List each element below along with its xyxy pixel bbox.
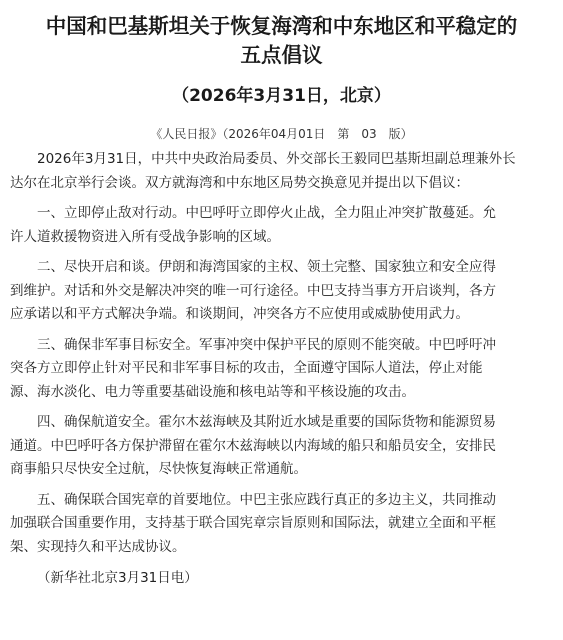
paragraph-line: 商事船只尽快安全过航，尽快恢复海峡正常通航。 (10, 461, 307, 477)
article-subtitle: （2026年3月31日，北京） (172, 86, 391, 106)
paragraph-line: 架、实现持久和平达成协议。 (10, 538, 186, 555)
paragraph-line: 一、立即停止敌对行动。中巴呼吁立即停火止战，全力阻止冲突扩散蔓延。允 (37, 205, 496, 221)
article-source: 《人民日报》（2026年04月01日 第 03 版） (150, 127, 413, 141)
paragraph-line: 源、海水淡化、电力等重要基础设施和核电站等和平核设施的攻击。 (10, 383, 415, 400)
paragraph-line: 五、确保联合国宪章的首要地位。中巴主张应践行真正的多边主义，共同推动 (37, 491, 496, 508)
paragraph-line: 许人道救援物资进入所有受战争影响的区域。 (10, 228, 280, 245)
paragraph-point-2 (10, 256, 555, 327)
paragraph-line: 应承诺以和平方式解决争端。和谈期间，冲突各方不应使用或威胁使用武力。 (10, 306, 469, 322)
article-dateline: （新华社北京3月31日电） (37, 570, 198, 586)
paragraph-intro (10, 148, 555, 195)
article-body (10, 148, 555, 589)
article-title-line-1: 中国和巴基斯坦关于恢复海湾和中东地区和平稳定的 (45, 14, 518, 38)
paragraph-line: 到维护。对话和外交是解决冲突的唯一可行途径。中巴支持当事方开启谈判，各方 (10, 282, 496, 299)
paragraph-line: 三、确保非军事目标安全。军事冲突中保护平民的原则不能突破。中巴呼吁冲 (37, 336, 496, 353)
paragraph-point-3 (10, 334, 555, 405)
paragraph-line: 2026年3月31日，中共中央政治局委员、外交部长王毅同巴基斯坦副总理兼外长 (37, 151, 516, 167)
paragraph-line: 加强联合国重要作用，支持基于联合国宪章宗旨原则和国际法，就建立全面和平框 (10, 515, 496, 531)
article-title-line-2: 五点倡议 (240, 43, 323, 67)
paragraph-line: 达尔在北京举行会谈。双方就海湾和中东地区局势交换意见并提出以下倡议： (10, 174, 469, 191)
paragraph-line: 通道。中巴呼吁各方保护滞留在霍尔木兹海峡以内海域的船只和船员安全，安排民 (10, 437, 496, 454)
paragraph-line: 四、确保航道安全。霍尔木兹海峡及其附近水域是重要的国际货物和能源贸易 (37, 414, 496, 430)
paragraph-line: 二、尽快开启和谈。伊朗和海湾国家的主权、领土完整、国家独立和安全应得 (37, 259, 496, 275)
paragraph-point-5 (10, 489, 555, 560)
article-title (0, 0, 563, 70)
paragraph-line: 突各方立即停止针对平民和非军事目标的攻击，全面遵守国际人道法，停止对能 (10, 360, 483, 376)
paragraph-point-1 (10, 202, 555, 249)
paragraph-point-4 (10, 411, 555, 482)
